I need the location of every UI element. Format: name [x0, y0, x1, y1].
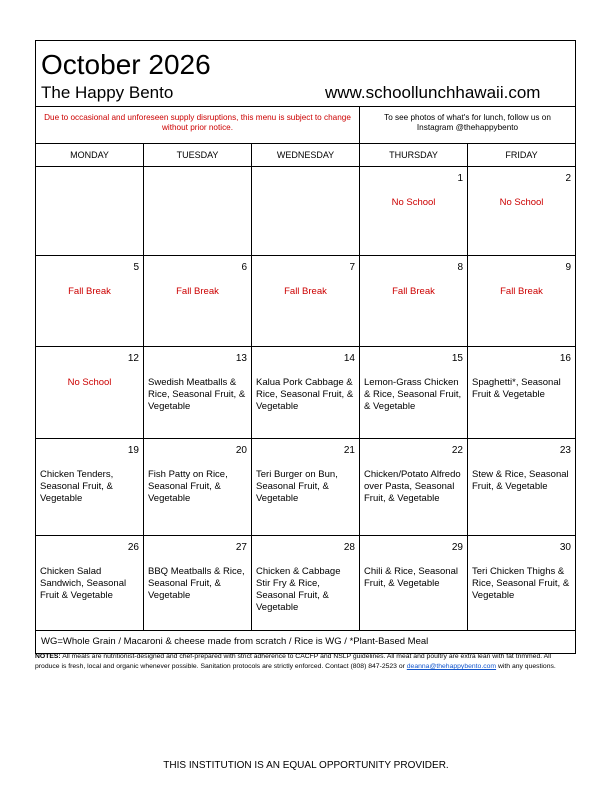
week-row: [36, 256, 575, 347]
day-cell: [144, 347, 252, 438]
day-cell: [360, 347, 468, 438]
day-number: 28: [343, 542, 355, 553]
weekday-monday: MONDAY: [36, 144, 144, 166]
page-title: October 2026: [41, 49, 211, 80]
menu-calendar: [35, 40, 576, 654]
week-row: [36, 439, 575, 536]
title-block: [36, 41, 575, 107]
day-cell: [144, 167, 252, 255]
notes-text: All meals are nutritionist-designed and chef-prepared with strict adherence to CACFP and NSLP guidelines. All meat and poultry are extra lean with fat trimmed. All produce is fresh, local and organic whenever possible. Sanitation protocols are strictly enforced. Contact (808) 847-2523 or: [35, 653, 552, 670]
instagram-text: To see photos of what's for lunch, follow us on Instagram @thehappybento: [384, 113, 551, 132]
day-meal: Teri Chicken Thighs & Rice, Seasonal Fruit, & Vegetable: [472, 566, 570, 601]
day-meal: Chicken Tenders, Seasonal Fruit, & Vegetable: [40, 469, 114, 504]
day-cell: [252, 256, 360, 346]
day-number: 14: [343, 353, 355, 364]
notes-section: [35, 652, 576, 672]
day-cell: [252, 439, 360, 535]
day-cell: [36, 347, 144, 438]
day-event: No School: [391, 197, 436, 208]
day-cell: [360, 439, 468, 535]
day-cell: [468, 439, 575, 535]
calendar-weeks: [36, 167, 575, 631]
day-number: 29: [451, 542, 463, 553]
day-number: 19: [127, 445, 139, 456]
website-text: www.schoollunchhawaii.com: [325, 83, 541, 102]
day-number: 5: [133, 262, 139, 273]
day-event: Fall Break: [500, 286, 543, 297]
day-cell: [144, 536, 252, 630]
day-number: 13: [235, 353, 247, 364]
day-cell: [144, 256, 252, 346]
day-number: 23: [559, 445, 571, 456]
day-meal: Fish Patty on Rice, Seasonal Fruit, & Vegetable: [148, 469, 228, 504]
day-number: 8: [457, 262, 463, 273]
day-number: 1: [457, 173, 463, 184]
day-cell: [36, 439, 144, 535]
week-row: [36, 536, 575, 631]
day-number: 7: [349, 262, 355, 273]
info-row: [36, 107, 575, 144]
day-event: Fall Break: [392, 286, 435, 297]
day-number: 20: [235, 445, 247, 456]
day-number: 21: [343, 445, 355, 456]
day-meal: Kalua Pork Cabbage & Rice, Seasonal Fruit, & Vegetable: [256, 377, 354, 412]
day-event: No School: [67, 377, 112, 388]
day-cell: [468, 256, 575, 346]
day-cell: [360, 256, 468, 346]
day-meal: BBQ Meatballs & Rice, Seasonal Fruit, & Vegetable: [148, 566, 245, 601]
day-event: Fall Break: [176, 286, 219, 297]
day-cell: [252, 347, 360, 438]
weekday-friday: FRIDAY: [505, 150, 538, 160]
day-meal: Teri Burger on Bun, Seasonal Fruit, & Vegetable: [256, 469, 338, 504]
day-meal: Spaghetti*, Seasonal Fruit & Vegetable: [472, 377, 561, 400]
day-cell: [360, 536, 468, 630]
org-name: The Happy Bento: [41, 83, 174, 102]
day-number: 12: [127, 353, 139, 364]
day-cell: [468, 167, 575, 255]
weekday-header: [36, 144, 575, 167]
email-link[interactable]: deanna@thehappybento.com: [406, 663, 497, 670]
day-meal: Swedish Meatballs & Rice, Seasonal Fruit, & Vegetable: [148, 377, 246, 412]
day-cell: [360, 167, 468, 255]
day-number: 6: [241, 262, 247, 273]
day-cell: [36, 167, 144, 255]
day-number: 30: [559, 542, 571, 553]
weekday-tuesday: TUESDAY: [144, 144, 252, 166]
week-row: [36, 347, 575, 439]
day-event: Fall Break: [284, 286, 327, 297]
weekday-wednesday: WEDNESDAY: [252, 144, 360, 166]
notes-label: NOTES:: [35, 653, 61, 660]
day-cell: [468, 536, 575, 630]
day-number: 9: [565, 262, 571, 273]
day-meal: Stew & Rice, Seasonal Fruit, & Vegetable: [472, 469, 569, 492]
day-meal: Chili & Rice, Seasonal Fruit, & Vegetable: [364, 566, 458, 589]
day-meal: Chicken Salad Sandwich, Seasonal Fruit & Vegetable: [40, 566, 127, 601]
day-cell: [252, 167, 360, 255]
day-meal: Chicken/Potato Alfredo over Pasta, Seasonal Fruit, & Vegetable: [364, 469, 461, 504]
day-cell: [36, 256, 144, 346]
day-number: 26: [127, 542, 139, 553]
day-meal: Chicken & Cabbage Stir Fry & Rice, Seasonal Fruit, & Vegetable: [256, 566, 341, 613]
day-number: 27: [235, 542, 247, 553]
equal-opportunity-statement: THIS INSTITUTION IS AN EQUAL OPPORTUNITY PROVIDER.: [163, 760, 449, 771]
day-cell: [468, 347, 575, 438]
day-event: Fall Break: [68, 286, 111, 297]
week-row: [36, 167, 575, 256]
disclaimer-text: Due to occasional and unforeseen supply disruptions, this menu is subject to change without prior notice.: [36, 107, 360, 143]
day-event: No School: [499, 197, 544, 208]
day-number: 15: [451, 353, 463, 364]
day-cell: [252, 536, 360, 630]
day-cell: [36, 536, 144, 630]
weekday-thursday: THURSDAY: [360, 144, 468, 166]
day-cell: [144, 439, 252, 535]
legend-text: WG=Whole Grain / Macaroni & cheese made from scratch / Rice is WG / *Plant-Based Meal: [41, 636, 429, 647]
day-meal: Lemon-Grass Chicken & Rice, Seasonal Fruit, & Vegetable: [364, 377, 462, 412]
day-number: 16: [559, 353, 571, 364]
day-number: 22: [451, 445, 463, 456]
notes-tail: with any questions.: [496, 663, 556, 670]
day-number: 2: [565, 173, 571, 184]
